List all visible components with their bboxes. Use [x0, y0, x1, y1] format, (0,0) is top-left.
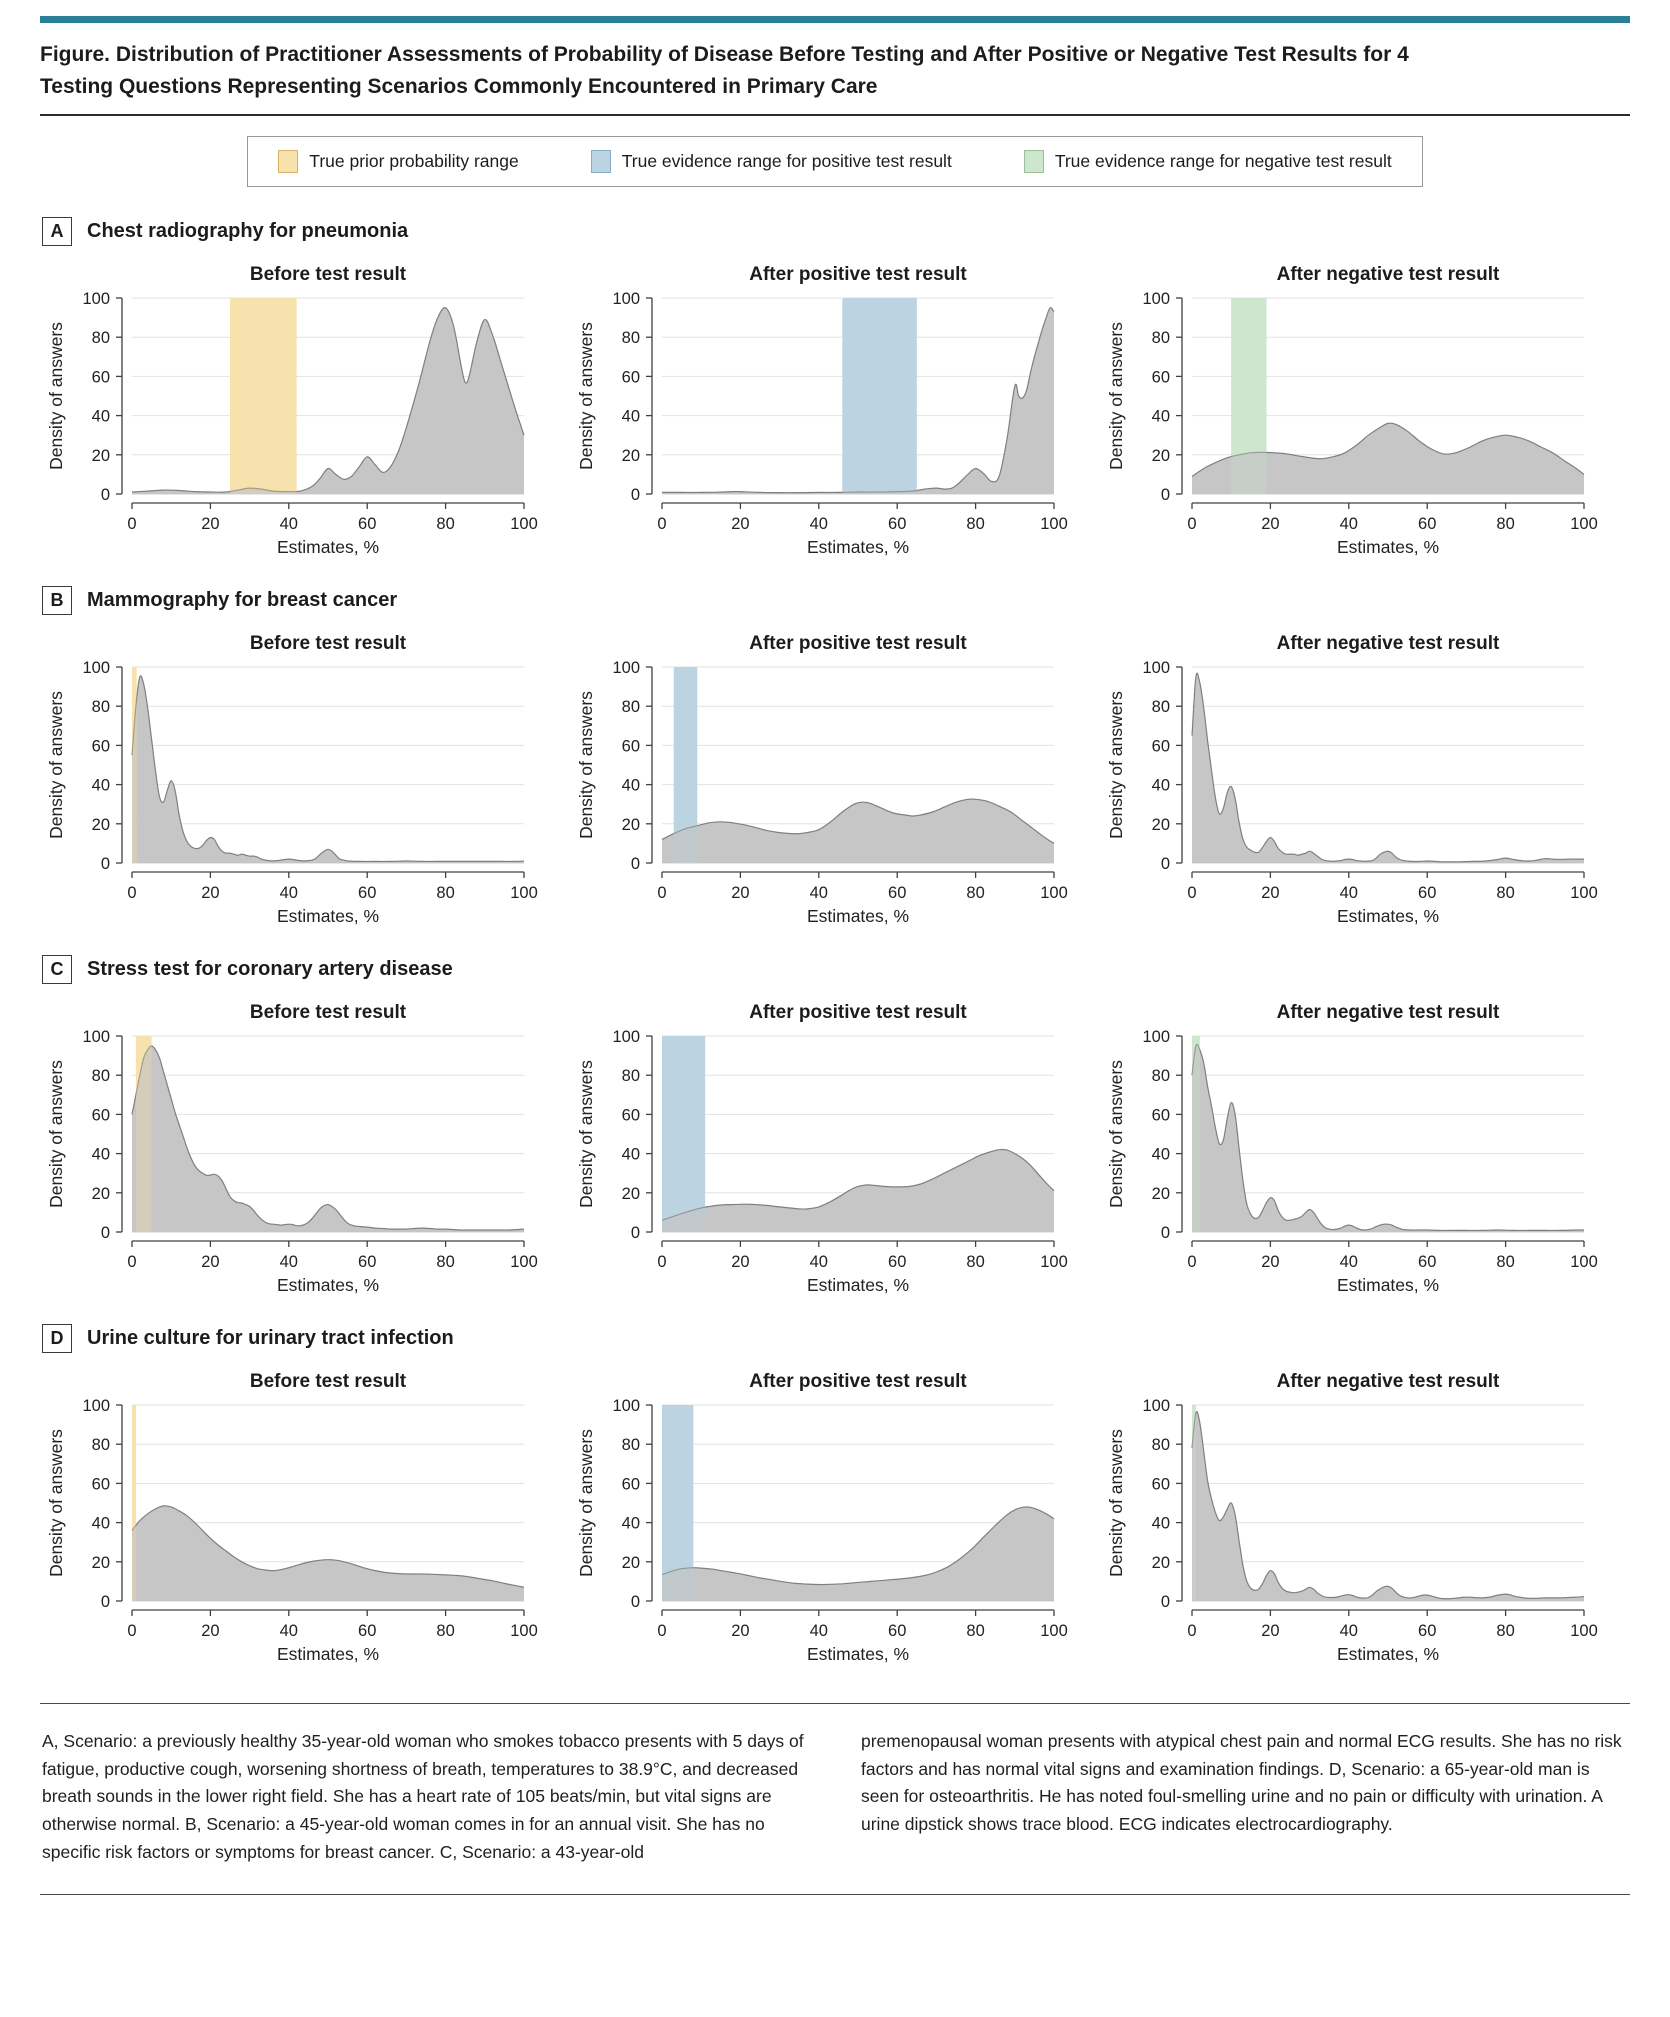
- x-tick-label: 80: [436, 884, 455, 902]
- y-tick-label: 60: [1151, 1475, 1170, 1494]
- x-tick-label: 100: [510, 884, 538, 902]
- x-tick-label: 20: [201, 1253, 220, 1271]
- x-tick-label: 0: [127, 884, 137, 902]
- density-chart: [1100, 1395, 1620, 1663]
- x-tick-label: 20: [201, 515, 220, 533]
- x-tick-label: 100: [1570, 1253, 1598, 1271]
- x-tick-label: 100: [1040, 884, 1068, 902]
- chart-c-positive: [570, 986, 1100, 1294]
- y-tick-label: 20: [1151, 446, 1170, 465]
- x-axis-title: Estimates, %: [276, 906, 380, 925]
- chart-title: Before test result: [249, 1002, 407, 1023]
- y-tick-label: 60: [1151, 737, 1170, 756]
- y-tick-label: 60: [621, 368, 640, 387]
- density-chart: [1100, 657, 1620, 925]
- chart-title: After positive test result: [749, 264, 967, 285]
- prior-range-swatch: [278, 150, 298, 173]
- density-area: [132, 308, 524, 494]
- chart-title: After negative test result: [1276, 1002, 1500, 1023]
- x-tick-label: 0: [1187, 1253, 1197, 1271]
- negative-range-swatch: [1024, 150, 1044, 173]
- y-tick-label: 80: [1151, 698, 1170, 717]
- x-tick-label: 80: [966, 884, 985, 902]
- y-tick-label: 80: [1151, 1436, 1170, 1455]
- chart-a-before: [40, 248, 570, 556]
- y-tick-label: 80: [621, 1067, 640, 1086]
- y-tick-label: 20: [91, 1553, 110, 1572]
- x-axis-title: Estimates, %: [276, 537, 380, 556]
- density-outline: [132, 676, 524, 862]
- y-tick-label: 0: [1160, 1593, 1170, 1611]
- y-tick-label: 60: [1151, 1106, 1170, 1125]
- x-axis-title: Estimates, %: [276, 1644, 380, 1663]
- y-tick-label: 20: [621, 1553, 640, 1572]
- y-tick-label: 60: [1151, 368, 1170, 387]
- x-tick-label: 80: [1496, 1253, 1515, 1271]
- y-tick-label: 100: [82, 659, 110, 677]
- y-tick-label: 100: [612, 659, 640, 677]
- y-tick-label: 60: [621, 1106, 640, 1125]
- x-tick-label: 60: [1418, 1253, 1437, 1271]
- x-tick-label: 40: [1339, 884, 1358, 902]
- y-tick-label: 0: [1160, 1224, 1170, 1242]
- density-area: [132, 1506, 524, 1601]
- x-tick-label: 0: [127, 1622, 137, 1640]
- x-tick-label: 0: [1187, 515, 1197, 533]
- x-tick-label: 40: [809, 515, 828, 533]
- density-area: [1192, 1412, 1584, 1601]
- y-tick-label: 20: [621, 1184, 640, 1203]
- x-tick-label: 100: [1570, 1622, 1598, 1640]
- x-axis-title: Estimates, %: [1336, 1275, 1440, 1294]
- x-tick-label: 80: [966, 1622, 985, 1640]
- x-tick-label: 60: [888, 515, 907, 533]
- y-tick-label: 20: [1151, 1184, 1170, 1203]
- y-tick-label: 40: [1151, 407, 1170, 426]
- x-tick-label: 80: [1496, 515, 1515, 533]
- y-tick-label: 100: [1142, 1028, 1170, 1046]
- y-tick-label: 40: [91, 1514, 110, 1533]
- x-axis-title: Estimates, %: [1336, 1644, 1440, 1663]
- y-tick-label: 0: [630, 855, 640, 873]
- footnote-bottom-rule: [40, 1894, 1630, 1895]
- x-tick-label: 60: [888, 1253, 907, 1271]
- panel-title: Chest radiography for pneumonia: [87, 220, 409, 242]
- x-tick-label: 20: [1261, 884, 1280, 902]
- y-tick-label: 40: [621, 1145, 640, 1164]
- y-tick-label: 0: [100, 1224, 110, 1242]
- y-tick-label: 80: [621, 1436, 640, 1455]
- x-tick-label: 40: [279, 1253, 298, 1271]
- y-tick-label: 20: [91, 1184, 110, 1203]
- x-tick-label: 40: [279, 1622, 298, 1640]
- x-tick-label: 20: [731, 1622, 750, 1640]
- y-tick-label: 100: [82, 1397, 110, 1415]
- x-tick-label: 40: [1339, 515, 1358, 533]
- panel-header: [42, 217, 1630, 246]
- y-tick-label: 100: [1142, 290, 1170, 308]
- density-chart: [40, 1026, 560, 1294]
- panel-header: [42, 1324, 1630, 1353]
- y-axis-title: Density of answers: [1106, 691, 1126, 839]
- x-tick-label: 60: [888, 884, 907, 902]
- x-tick-label: 0: [657, 884, 667, 902]
- chart-c-negative: [1100, 986, 1630, 1294]
- panel-c: [40, 955, 1630, 1294]
- x-tick-label: 80: [966, 1253, 985, 1271]
- y-tick-label: 60: [621, 1475, 640, 1494]
- y-tick-label: 60: [91, 737, 110, 756]
- x-tick-label: 40: [279, 884, 298, 902]
- density-outline: [1192, 1044, 1584, 1230]
- chart-b-negative: [1100, 617, 1630, 925]
- x-tick-label: 80: [436, 515, 455, 533]
- true-range-band-overlay: [1231, 298, 1266, 494]
- y-tick-label: 20: [1151, 1553, 1170, 1572]
- x-tick-label: 0: [657, 1622, 667, 1640]
- x-tick-label: 60: [358, 515, 377, 533]
- chart-d-positive: [570, 1355, 1100, 1663]
- x-tick-label: 40: [809, 884, 828, 902]
- y-tick-label: 100: [82, 1028, 110, 1046]
- y-tick-label: 100: [612, 290, 640, 308]
- x-tick-label: 60: [1418, 1622, 1437, 1640]
- x-tick-label: 100: [510, 515, 538, 533]
- x-tick-label: 80: [436, 1253, 455, 1271]
- density-area: [662, 1150, 1054, 1232]
- x-tick-label: 40: [809, 1622, 828, 1640]
- x-tick-label: 40: [809, 1253, 828, 1271]
- x-tick-label: 20: [201, 1622, 220, 1640]
- charts-row: [40, 617, 1630, 925]
- footnote-columns: [40, 1704, 1630, 1894]
- legend-box: [247, 136, 1422, 187]
- y-tick-label: 20: [1151, 815, 1170, 834]
- panel-d: [40, 1324, 1630, 1663]
- footnote-left: A, Scenario: a previously healthy 35-year-old woman who smokes tobacco presents with 5 days of fatigue, productive cough, worsening shortness of breath, temperatures to 38.9°C, and decreased breath sounds in the lower right field. She has a heart rate of 105 beats/min, but vital signs are otherwise normal. B, Scenario: a 45-year-old woman comes in for an annual visit. She has no specific risk factors or symptoms for breast cancer. C, Scenario: a 43-year-old: [42, 1731, 804, 1862]
- y-tick-label: 40: [621, 1514, 640, 1533]
- y-tick-label: 80: [91, 329, 110, 348]
- x-tick-label: 20: [1261, 515, 1280, 533]
- chart-title: After positive test result: [749, 1002, 967, 1023]
- chart-title: After positive test result: [749, 633, 967, 654]
- y-tick-label: 40: [91, 407, 110, 426]
- chart-d-before: [40, 1355, 570, 1663]
- chart-title: Before test result: [249, 633, 407, 654]
- y-tick-label: 60: [91, 368, 110, 387]
- y-tick-label: 100: [82, 290, 110, 308]
- y-tick-label: 20: [621, 815, 640, 834]
- legend-label: True prior probability range: [309, 151, 519, 171]
- x-axis-title: Estimates, %: [806, 537, 910, 556]
- panel-badge: C: [42, 955, 72, 984]
- x-tick-label: 100: [1570, 884, 1598, 902]
- y-tick-label: 40: [1151, 1514, 1170, 1533]
- legend-label: True evidence range for negative test result: [1054, 151, 1392, 171]
- title-divider: [40, 114, 1630, 116]
- chart-title: After negative test result: [1276, 264, 1500, 285]
- y-axis-title: Density of answers: [1106, 1429, 1126, 1577]
- y-tick-label: 0: [100, 855, 110, 873]
- panel-title: Urine culture for urinary tract infection: [87, 1327, 454, 1349]
- x-axis-title: Estimates, %: [1336, 906, 1440, 925]
- true-range-band-overlay: [230, 298, 297, 494]
- panel-a: [40, 217, 1630, 556]
- chart-title: After negative test result: [1276, 633, 1500, 654]
- panel-badge: A: [42, 217, 72, 246]
- x-axis-title: Estimates, %: [806, 1644, 910, 1663]
- density-area: [662, 1507, 1054, 1601]
- legend-wrap: [40, 136, 1630, 187]
- panel-badge: D: [42, 1324, 72, 1353]
- x-tick-label: 100: [1570, 515, 1598, 533]
- chart-title: After positive test result: [749, 1371, 967, 1392]
- x-tick-label: 0: [127, 1253, 137, 1271]
- density-chart: [570, 657, 1090, 925]
- charts-row: [40, 248, 1630, 556]
- legend-item-prior: [278, 150, 518, 173]
- x-tick-label: 40: [279, 515, 298, 533]
- x-tick-label: 0: [1187, 884, 1197, 902]
- y-tick-label: 80: [621, 698, 640, 717]
- y-tick-label: 0: [630, 1593, 640, 1611]
- charts-row: [40, 1355, 1630, 1663]
- panel-badge: B: [42, 586, 72, 615]
- y-tick-label: 20: [91, 815, 110, 834]
- x-tick-label: 60: [1418, 515, 1437, 533]
- y-axis-title: Density of answers: [46, 322, 66, 470]
- y-tick-label: 40: [91, 1145, 110, 1164]
- x-tick-label: 20: [731, 1253, 750, 1271]
- positive-range-swatch: [591, 150, 611, 173]
- x-tick-label: 40: [1339, 1253, 1358, 1271]
- y-tick-label: 0: [630, 486, 640, 504]
- x-tick-label: 0: [657, 515, 667, 533]
- x-axis-title: Estimates, %: [276, 1275, 380, 1294]
- density-chart: [40, 1395, 560, 1663]
- x-tick-label: 60: [358, 884, 377, 902]
- chart-a-positive: [570, 248, 1100, 556]
- y-tick-label: 40: [621, 776, 640, 795]
- chart-title: Before test result: [249, 1371, 407, 1392]
- y-tick-label: 20: [91, 446, 110, 465]
- y-tick-label: 100: [612, 1397, 640, 1415]
- x-tick-label: 20: [201, 884, 220, 902]
- density-chart: [570, 1395, 1090, 1663]
- y-tick-label: 80: [1151, 329, 1170, 348]
- x-tick-label: 60: [1418, 884, 1437, 902]
- footnote-right: premenopausal woman presents with atypical chest pain and normal ECG results. She has no risk factors and has normal vital signs and examination findings. D, Scenario: a 65-year-old man is seen for osteoarthritis. He has noted foul-smelling urine and no pain or difficulty with urination. A urine dipstick shows trace blood. ECG indicates electrocardiography.: [861, 1731, 1622, 1834]
- true-range-band-overlay: [1192, 1405, 1196, 1601]
- legend-label: True evidence range for positive test result: [621, 151, 952, 171]
- y-tick-label: 80: [1151, 1067, 1170, 1086]
- x-tick-label: 0: [1187, 1622, 1197, 1640]
- y-tick-label: 40: [91, 776, 110, 795]
- x-axis-title: Estimates, %: [806, 1275, 910, 1294]
- true-range-band-overlay: [136, 1036, 152, 1232]
- y-tick-label: 80: [621, 329, 640, 348]
- y-axis-title: Density of answers: [576, 1429, 596, 1577]
- panel-b: [40, 586, 1630, 925]
- x-tick-label: 20: [1261, 1253, 1280, 1271]
- chart-b-positive: [570, 617, 1100, 925]
- y-tick-label: 40: [1151, 1145, 1170, 1164]
- density-chart: [570, 1026, 1090, 1294]
- y-tick-label: 100: [1142, 1397, 1170, 1415]
- y-axis-title: Density of answers: [46, 691, 66, 839]
- true-range-band-overlay: [662, 1036, 705, 1232]
- density-area: [132, 676, 524, 863]
- panel-header: [42, 586, 1630, 615]
- panel-header: [42, 955, 1630, 984]
- legend-item-positive: [591, 150, 952, 173]
- y-axis-title: Density of answers: [576, 691, 596, 839]
- y-tick-label: 60: [91, 1106, 110, 1125]
- density-outline: [1192, 1412, 1584, 1599]
- x-tick-label: 60: [358, 1622, 377, 1640]
- legend-item-negative: [1024, 150, 1392, 173]
- panel-title: Mammography for breast cancer: [87, 589, 398, 611]
- density-chart: [1100, 1026, 1620, 1294]
- y-tick-label: 0: [100, 1593, 110, 1611]
- density-chart: [40, 288, 560, 556]
- y-axis-title: Density of answers: [576, 1060, 596, 1208]
- x-tick-label: 100: [510, 1622, 538, 1640]
- density-area: [1192, 1044, 1584, 1232]
- x-tick-label: 60: [358, 1253, 377, 1271]
- x-axis-title: Estimates, %: [1336, 537, 1440, 556]
- x-tick-label: 80: [1496, 1622, 1515, 1640]
- density-outline: [1192, 673, 1584, 862]
- x-tick-label: 80: [436, 1622, 455, 1640]
- y-tick-label: 40: [1151, 776, 1170, 795]
- y-tick-label: 0: [100, 486, 110, 504]
- density-area: [1192, 673, 1584, 863]
- x-tick-label: 80: [1496, 884, 1515, 902]
- y-axis-title: Density of answers: [46, 1429, 66, 1577]
- y-tick-label: 0: [1160, 486, 1170, 504]
- y-axis-title: Density of answers: [576, 322, 596, 470]
- charts-row: [40, 986, 1630, 1294]
- chart-b-before: [40, 617, 570, 925]
- y-tick-label: 100: [612, 1028, 640, 1046]
- density-chart: [570, 288, 1090, 556]
- true-range-band-overlay: [842, 298, 916, 494]
- true-range-band-overlay: [132, 667, 137, 863]
- y-tick-label: 100: [1142, 659, 1170, 677]
- y-axis-title: Density of answers: [1106, 1060, 1126, 1208]
- true-range-band-overlay: [132, 1405, 136, 1601]
- y-tick-label: 0: [1160, 855, 1170, 873]
- y-tick-label: 80: [91, 1436, 110, 1455]
- density-area: [662, 799, 1054, 863]
- x-tick-label: 0: [127, 515, 137, 533]
- x-tick-label: 60: [888, 1622, 907, 1640]
- y-tick-label: 60: [91, 1475, 110, 1494]
- y-axis-title: Density of answers: [1106, 322, 1126, 470]
- density-chart: [40, 657, 560, 925]
- y-tick-label: 60: [621, 737, 640, 756]
- x-axis-title: Estimates, %: [806, 906, 910, 925]
- y-tick-label: 80: [91, 1067, 110, 1086]
- accent-bar: [40, 16, 1630, 23]
- true-range-band-overlay: [1192, 1036, 1200, 1232]
- x-tick-label: 100: [1040, 515, 1068, 533]
- x-tick-label: 20: [1261, 1622, 1280, 1640]
- x-tick-label: 100: [1040, 1253, 1068, 1271]
- x-tick-label: 0: [657, 1253, 667, 1271]
- y-tick-label: 0: [630, 1224, 640, 1242]
- x-tick-label: 100: [1040, 1622, 1068, 1640]
- x-tick-label: 20: [731, 515, 750, 533]
- y-tick-label: 20: [621, 446, 640, 465]
- x-tick-label: 20: [731, 884, 750, 902]
- chart-c-before: [40, 986, 570, 1294]
- x-tick-label: 40: [1339, 1622, 1358, 1640]
- footnote: [40, 1703, 1630, 1895]
- y-tick-label: 80: [91, 698, 110, 717]
- y-tick-label: 40: [621, 407, 640, 426]
- figure-title: Figure. Distribution of Practitioner Assessments of Probability of Disease Before Testing and After Positive or Negative Test Results for 4 Testing Questions Representing Scenarios Commonly Encountered in Primary Care: [40, 43, 1409, 98]
- x-tick-label: 100: [510, 1253, 538, 1271]
- true-range-band-overlay: [674, 667, 698, 863]
- chart-title: Before test result: [249, 264, 407, 285]
- chart-d-negative: [1100, 1355, 1630, 1663]
- y-axis-title: Density of answers: [46, 1060, 66, 1208]
- chart-a-negative: [1100, 248, 1630, 556]
- panel-title: Stress test for coronary artery disease: [87, 958, 453, 980]
- chart-title: After negative test result: [1276, 1371, 1500, 1392]
- true-range-band-overlay: [662, 1405, 693, 1601]
- x-tick-label: 80: [966, 515, 985, 533]
- density-chart: [1100, 288, 1620, 556]
